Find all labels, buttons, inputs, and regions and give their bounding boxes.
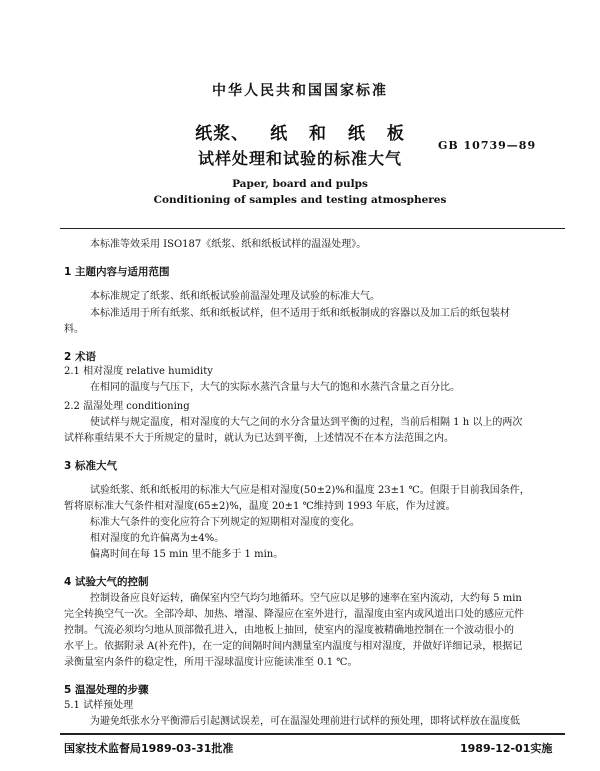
section-2-heading: 2 术语 [64, 351, 96, 363]
term-2-1-body: 在相同的温度与气压下，大气的实际水蒸汽含量与大气的饱和水蒸汽含量之百分比。 [90, 382, 460, 393]
section-3-para-3: 相对湿度的允许偏离为±4%。 [90, 533, 225, 544]
title-english-line1: Paper, board and pulps [232, 178, 368, 190]
approval-date: 国家技术监督局1989-03-31批准 [64, 742, 234, 755]
section-4-line-3: 控制。气流必须均匀地从顶部微孔进入，由地板上抽回，使室内的湿度被精确地控制在一个波动很小的 [64, 625, 514, 636]
section-4-heading: 4 试验大气的控制 [64, 576, 149, 588]
subsection-5-1-heading: 5.1 试样预处理 [64, 700, 134, 711]
term-2-1-heading: 2.1 相对湿度 relative humidity [64, 366, 213, 377]
footer-divider [60, 733, 565, 735]
section-1-para-1: 本标准规定了纸浆、纸和纸板试验前温湿处理及试验的标准大气。 [90, 291, 380, 302]
section-3-para-2: 标准大气条件的变化应符合下列规定的短期相对湿度的变化。 [90, 517, 360, 528]
section-4-line-2: 完全转换空气一次。全部冷却、加热、增湿、降湿应在室外进行，温湿度由室内或风道出口处的感应元件 [64, 609, 524, 620]
section-5-heading: 5 温湿处理的步骤 [64, 684, 149, 696]
standard-number: GB 10739—89 [438, 139, 537, 152]
section-3-para-4: 偏离时间在每 15 min 里不能多于 1 min。 [90, 549, 284, 560]
section-1-para-2: 本标准适用于所有纸浆、纸和纸板试样，但不适用于纸和纸板制成的容器以及加工后的纸包装材 [90, 308, 510, 319]
section-1-heading: 1 主题内容与适用范围 [64, 266, 170, 278]
term-2-2-heading: 2.2 温湿处理 conditioning [64, 401, 190, 412]
section-1-para-2-cont: 料。 [64, 324, 84, 335]
intro-paragraph: 本标准等效采用 ISO187《纸浆、纸和纸板试样的温湿处理》。 [90, 239, 367, 250]
title-english-line2: Conditioning of samples and testing atmospheres [153, 194, 447, 206]
implementation-date: 1989-12-01实施 [460, 742, 553, 755]
section-3-para-1-cont: 暂将原标准大气条件相对湿度(65±2)%，温度 20±1 ℃维持到 1993 年底，作为过渡。 [64, 501, 456, 512]
subsection-5-1-line-1: 为避免纸张水分平衡滞后引起测试误差，可在温湿处理前进行试样的预处理，即将试样放在温度低 [90, 716, 520, 727]
section-3-para-1: 试验纸浆、纸和纸板用的标准大气应是相对湿度(50±2)%和温度 23±1 ℃。但限于目前我国条件， [90, 485, 530, 496]
section-3-heading: 3 标准大气 [64, 460, 117, 472]
issuing-authority: 中华人民共和国国家标准 [212, 83, 388, 99]
title-chinese-line2: 试样处理和试验的标准大气 [197, 149, 402, 168]
term-2-2-body-cont: 试样称重结果不大于所规定的量时，就认为已达到平衡，上述情况不在本方法范围之内。 [64, 433, 454, 444]
section-4-line-1: 控制设备应良好运转，确保室内空气均匀地循环。空气应以足够的速率在室内流动，大约每 5 min [90, 593, 522, 604]
term-2-2-body: 使试样与规定温度，相对湿度的大气之间的水分含量达到平衡的过程，当前后相隔 1 h 以上的两次 [90, 417, 523, 428]
title-chinese-line1: 纸浆、 纸 和 纸 板 [195, 124, 405, 144]
header-divider [60, 228, 565, 229]
section-4-line-5: 录衡量室内条件的稳定性，所用干湿球温度计应能读准至 0.1 ℃。 [64, 657, 358, 668]
section-4-line-4: 水平上。依据附录 A(补充件)，在一定的间隔时间内测量室内温度与相对湿度，并做好详细记录，根据记 [64, 641, 523, 652]
